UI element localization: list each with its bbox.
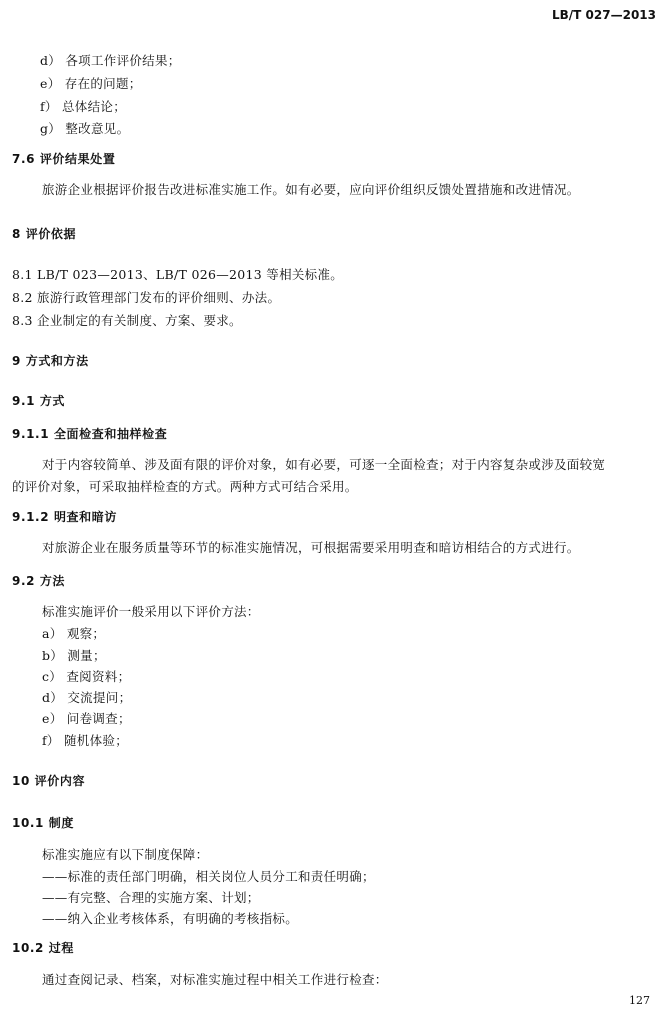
paragraph: 标准实施应有以下制度保障：	[42, 847, 209, 862]
dash-item: ——标准的责任部门明确，相关岗位人员分工和责任明确；	[42, 869, 375, 884]
section-heading-9-1-2: 9.1.2 明查和暗访	[12, 510, 117, 524]
paragraph: 通过查阅记录、档案，对标准实施过程中相关工作进行检查：	[42, 972, 388, 987]
section-heading-9: 9 方式和方法	[12, 354, 89, 368]
clause-8-1: 8.1 LB/T 023—2013、LB/T 026—2013 等相关标准。	[12, 267, 344, 282]
clause-8-3: 8.3 企业制定的有关制度、方案、要求。	[12, 313, 242, 328]
section-heading-7-6: 7.6 评价结果处置	[12, 152, 116, 166]
section-heading-9-2: 9.2 方法	[12, 574, 66, 588]
list-item: g） 整改意见。	[40, 121, 130, 136]
section-heading-10: 10 评价内容	[12, 774, 86, 788]
paragraph-continuation: 的评价对象，可采取抽样检查的方式。两种方式可结合采用。	[12, 479, 358, 494]
paragraph: 旅游企业根据评价报告改进标准实施工作。如有必要，应向评价组织反馈处置措施和改进情况。	[42, 182, 580, 197]
list-item: f） 随机体验；	[42, 733, 129, 748]
page-number: 127	[629, 994, 650, 1007]
list-item: d） 交流提问；	[42, 690, 132, 705]
list-item: b） 测量；	[42, 648, 106, 663]
list-item: f） 总体结论；	[40, 99, 127, 114]
list-item: c） 查阅资料；	[42, 669, 131, 684]
section-heading-9-1: 9.1 方式	[12, 394, 66, 408]
document-code-header: LB/T 027—2013	[552, 8, 656, 22]
dash-item: ——纳入企业考核体系，有明确的考核指标。	[42, 911, 299, 926]
paragraph: 标准实施评价一般采用以下评价方法：	[42, 604, 260, 619]
section-heading-8: 8 评价依据	[12, 227, 77, 241]
paragraph: 对旅游企业在服务质量等环节的标准实施情况，可根据需要采用明查和暗访相结合的方式进行。	[42, 540, 580, 555]
list-item: a） 观察；	[42, 626, 106, 641]
section-heading-10-1: 10.1 制度	[12, 816, 74, 830]
list-item: e） 问卷调查；	[42, 711, 131, 726]
section-heading-9-1-1: 9.1.1 全面检查和抽样检查	[12, 427, 168, 441]
list-item: e） 存在的问题；	[40, 76, 142, 91]
clause-8-2: 8.2 旅游行政管理部门发布的评价细则、办法。	[12, 290, 281, 305]
section-heading-10-2: 10.2 过程	[12, 941, 74, 955]
list-item: d） 各项工作评价结果；	[40, 53, 181, 68]
dash-item: ——有完整、合理的实施方案、计划；	[42, 890, 260, 905]
paragraph: 对于内容较简单、涉及面有限的评价对象，如有必要，可逐一全面检查；对于内容复杂或涉及面较宽	[42, 457, 606, 472]
